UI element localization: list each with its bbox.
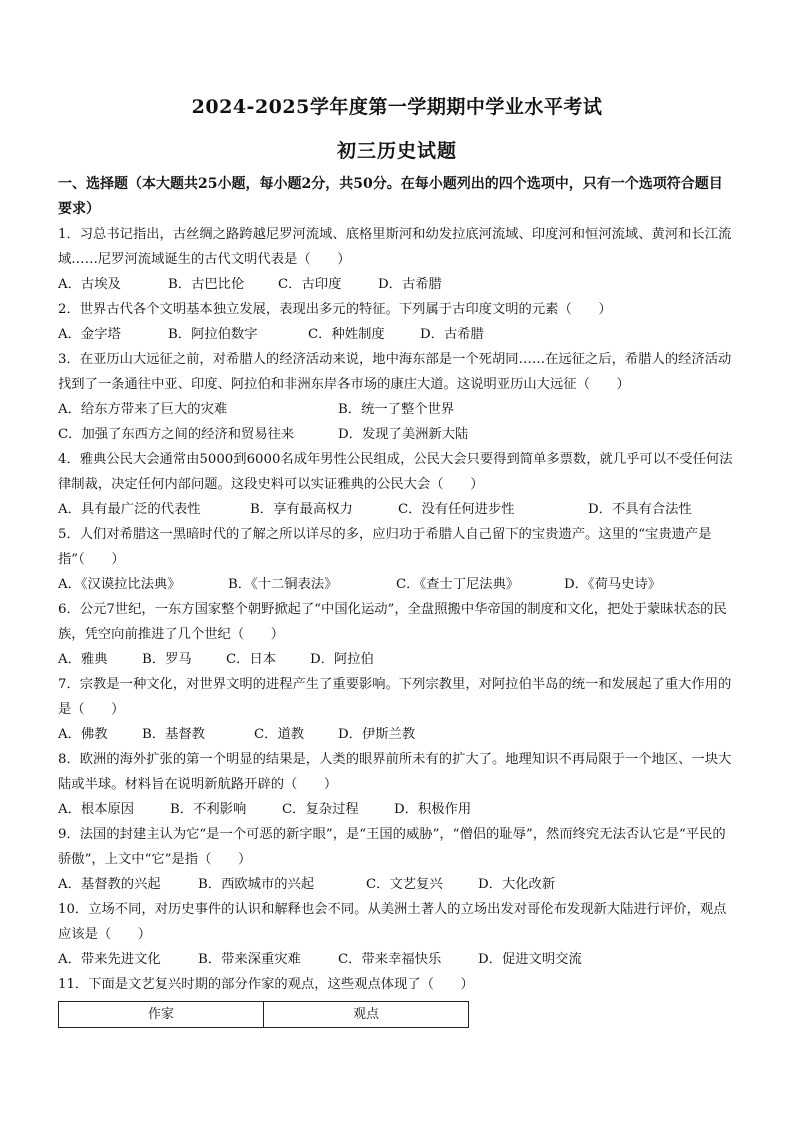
options-row [58, 872, 736, 897]
option-c: C．带来幸福快乐 [338, 952, 442, 967]
options-row [58, 272, 736, 297]
option-c: C．加强了东西方之间的经济和贸易往来 [58, 427, 295, 442]
option-d: D．大化改新 [478, 877, 556, 892]
section-heading: 一、选择题（本大题共25小题，每小题2分，共50分。在每小题列出的四个选项中，只有一个选项符合题目要求） [58, 176, 723, 217]
question-stem: 7．宗教是一种文化，对世界文明的进程产生了重要影响。下列宗教里，对阿拉伯半岛的统一和发展起了重大作用的是（ ） [58, 677, 732, 717]
option-d: D．古希腊 [420, 327, 484, 342]
option-c: C．古印度 [278, 277, 342, 292]
question-content [58, 172, 736, 1028]
option-c: C．道教 [254, 727, 305, 742]
option-b: B．统一了整个世界 [338, 402, 455, 417]
question-stem: 9．法国的封建主认为它“是一个可恶的新字眼”，是“王国的威胁”，“僧侣的耻辱”，然而终究无法否认它是“平民的骄傲”，上文中“它”是指（ ） [58, 827, 726, 867]
option-a: A．《汉谟拉比法典》 [58, 577, 181, 592]
option-a: A．古埃及 [58, 277, 121, 292]
option-c: C．没有任何进步性 [398, 502, 515, 517]
table-header-view: 观点 [264, 1002, 469, 1028]
table-header-author: 作家 [59, 1002, 264, 1028]
table-header-row [59, 1002, 469, 1028]
options-row [58, 947, 736, 972]
question-stem: 3．在亚历山大远征之前，对希腊人的经济活动来说，地中海东部是一个死胡同……在远征之后，希腊人的经济活动找到了一条通往中亚、印度、阿拉伯和非洲东岸各市场的康庄大道。这说明亚历山大远征（ ） [58, 352, 732, 392]
option-a: A．金字塔 [58, 327, 121, 342]
option-b: B．古巴比伦 [168, 277, 245, 292]
option-b: B．享有最高权力 [250, 502, 353, 517]
option-d: D．不具有合法性 [588, 502, 692, 517]
question-stem: 8．欧洲的海外扩张的第一个明显的结果是，人类的眼界前所未有的扩大了。地理知识不再局限于一个地区、一块大陆或半球。材料旨在说明新航路开辟的（ ） [58, 752, 732, 792]
option-c: C．种姓制度 [308, 327, 385, 342]
option-a: A．根本原因 [58, 802, 135, 817]
option-a: A．给东方带来了巨大的灾难 [58, 402, 228, 417]
subject-title: 初三历史试题 [336, 140, 457, 162]
option-d: D．积极作用 [394, 802, 472, 817]
option-c: C．文艺复兴 [366, 877, 443, 892]
option-b: B．《十二铜表法》 [228, 577, 338, 592]
option-d: D．阿拉伯 [310, 652, 374, 667]
option-d: D．《荷马史诗》 [564, 577, 662, 592]
question-stem: 1．习总书记指出，古丝绸之路跨越尼罗河流域、底格里斯河和幼发拉底河流域、印度河和恒河流域、黄河和长江流域……尼罗河流域诞生的古代文明代表是（ ） [58, 227, 732, 267]
option-b: B．罗马 [142, 652, 192, 667]
options-row [58, 422, 736, 447]
option-c: C．《查士丁尼法典》 [396, 577, 520, 592]
option-b: B．带来深重灾难 [198, 952, 301, 967]
options-row [58, 497, 736, 522]
options-row [58, 722, 736, 747]
option-d: D．促进文明交流 [478, 952, 582, 967]
option-d: D．伊斯兰教 [338, 727, 416, 742]
options-row [58, 322, 736, 347]
question-stem: 2．世界古代各个文明基本独立发展，表现出多元的特征。下列属于古印度文明的元素（ ） [58, 302, 612, 317]
option-d: D．古希腊 [378, 277, 442, 292]
option-c: C．日本 [226, 652, 277, 667]
option-a: A．雅典 [58, 652, 108, 667]
question-stem: 6．公元7世纪，一东方国家整个朝野掀起了“中国化运动”，全盘照搬中华帝国的制度和文化，把处于蒙昧状态的民族，凭空向前推进了几个世纪（ ） [58, 602, 727, 642]
author-views-table [58, 1001, 469, 1028]
question-stem: 4．雅典公民大会通常由5000到6000名成年男性公民组成，公民大会只要得到简单多票数，就几乎可以不受任何法律制裁，决定任何内部问题。这段史料可以实证雅典的公民大会（ ） [58, 452, 733, 492]
option-a: A．佛教 [58, 727, 108, 742]
option-b: B．西欧城市的兴起 [198, 877, 315, 892]
option-b: B．基督教 [142, 727, 205, 742]
option-a: A．具有最广泛的代表性 [58, 502, 201, 517]
exam-title: 2024-2025学年度第一学期期中学业水平考试 [191, 96, 603, 118]
option-c: C．复杂过程 [282, 802, 359, 817]
options-row [58, 572, 736, 597]
option-b: B．阿拉伯数字 [168, 327, 258, 342]
options-row [58, 397, 736, 422]
option-d: D．发现了美洲新大陆 [338, 427, 469, 442]
option-a: A．基督教的兴起 [58, 877, 161, 892]
options-row [58, 797, 736, 822]
option-b: B．不利影响 [170, 802, 247, 817]
question-stem: 10．立场不同，对历史事件的认识和解释也会不同。从美洲土著人的立场出发对哥伦布发现新大陆进行评价，观点应该是（ ） [58, 902, 727, 942]
option-a: A．带来先进文化 [58, 952, 161, 967]
options-row [58, 647, 736, 672]
question-stem: 5．人们对希腊这一黑暗时代的了解之所以详尽的多，应归功于希腊人自己留下的宝贵遗产。这里的“宝贵遗产是指”（ ） [58, 527, 712, 567]
question-stem: 11．下面是文艺复兴时期的部分作家的观点，这些观点体现了（ ） [58, 977, 474, 992]
